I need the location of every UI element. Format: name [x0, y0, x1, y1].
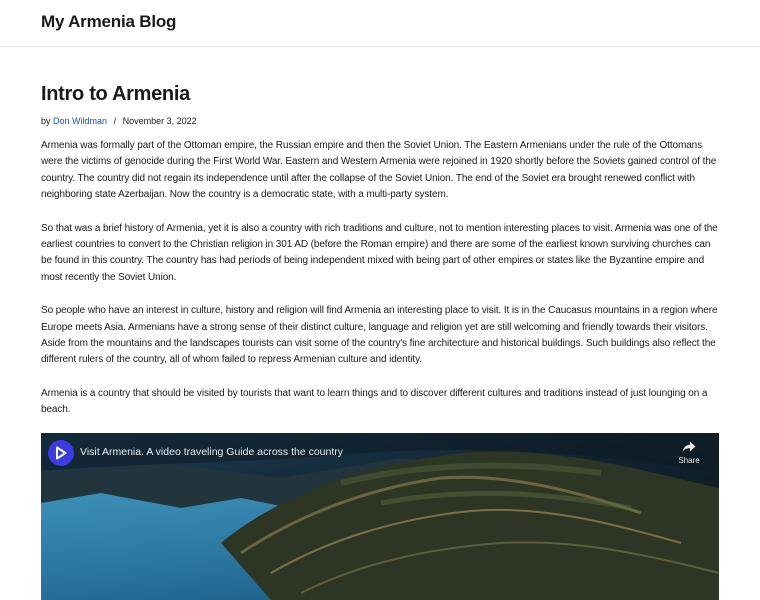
post-title: Intro to Armenia [41, 83, 190, 105]
by-label: by [41, 116, 51, 126]
author-link[interactable]: Don Wildman [53, 116, 108, 126]
channel-logo[interactable] [48, 440, 74, 466]
site-title-link[interactable]: My Armenia Blog [41, 12, 177, 31]
site-header [0, 0, 760, 47]
video-embed[interactable] [41, 433, 719, 600]
play-logo-icon [54, 446, 68, 460]
paragraph: So people who have an interest in culture, history and religion will find Armenia an interesting place to visit. It is in the Caucasus mountains in a region where Europe meets Asia. Armenians have a strong sense of their distinct culture, language and religion yet are still welcoming and friendly towards their visitors. Aside from the mountains and the landscapes tourists can visit some of the country's fine architecture and historical buildings. Such buildings also reflect the different rulers of the country, all of whom failed to repress Armenian culture and identity. [41, 305, 718, 366]
share-arrow-icon [682, 441, 696, 453]
share-label: Share [678, 456, 700, 465]
paragraph: Armenia is a country that should be visited by tourists that want to learn things and to discover different cultures and traditions instead of just lounging on a beach. [41, 387, 708, 416]
article [41, 82, 721, 436]
share-button[interactable] [675, 441, 703, 465]
post-meta [41, 115, 721, 127]
paragraph: Armenia was formally part of the Ottoman empire, the Russian empire and then the Soviet Union. The Eastern Armenians under the rule of the Ottomans were the victims of genocide during the First World War. Eastern and Western Armenia were rejoined in 1920 shortly before the Soviets gained control of the country. The country did not regain its independence until after the collapse of the Soviet Union. The end of the Soviet era brought renewed conflict with neighboring state Azerbaijan. Now the country is a democratic state, with a multi-party system. [41, 140, 717, 201]
meta-separator: / [113, 116, 117, 126]
paragraph: So that was a brief history of Armenia, yet it is also a country with rich traditions and culture, not to mention interesting places to visit. Armenia was one of the earliest countries to convert to the Christian religion in 301 AD (before the Roman empire) and there are some of the earliest known surviving churches can be found in this country. The country has had periods of being independent mixed with being part of other empires or states like the Byzantine empire and most recently the Soviet Union. [41, 222, 718, 283]
video-thumbnail [41, 433, 719, 600]
video-title[interactable]: Visit Armenia. A video traveling Guide across the country [80, 446, 344, 458]
post-date: November 3, 2022 [122, 116, 197, 126]
post-content [41, 138, 721, 419]
